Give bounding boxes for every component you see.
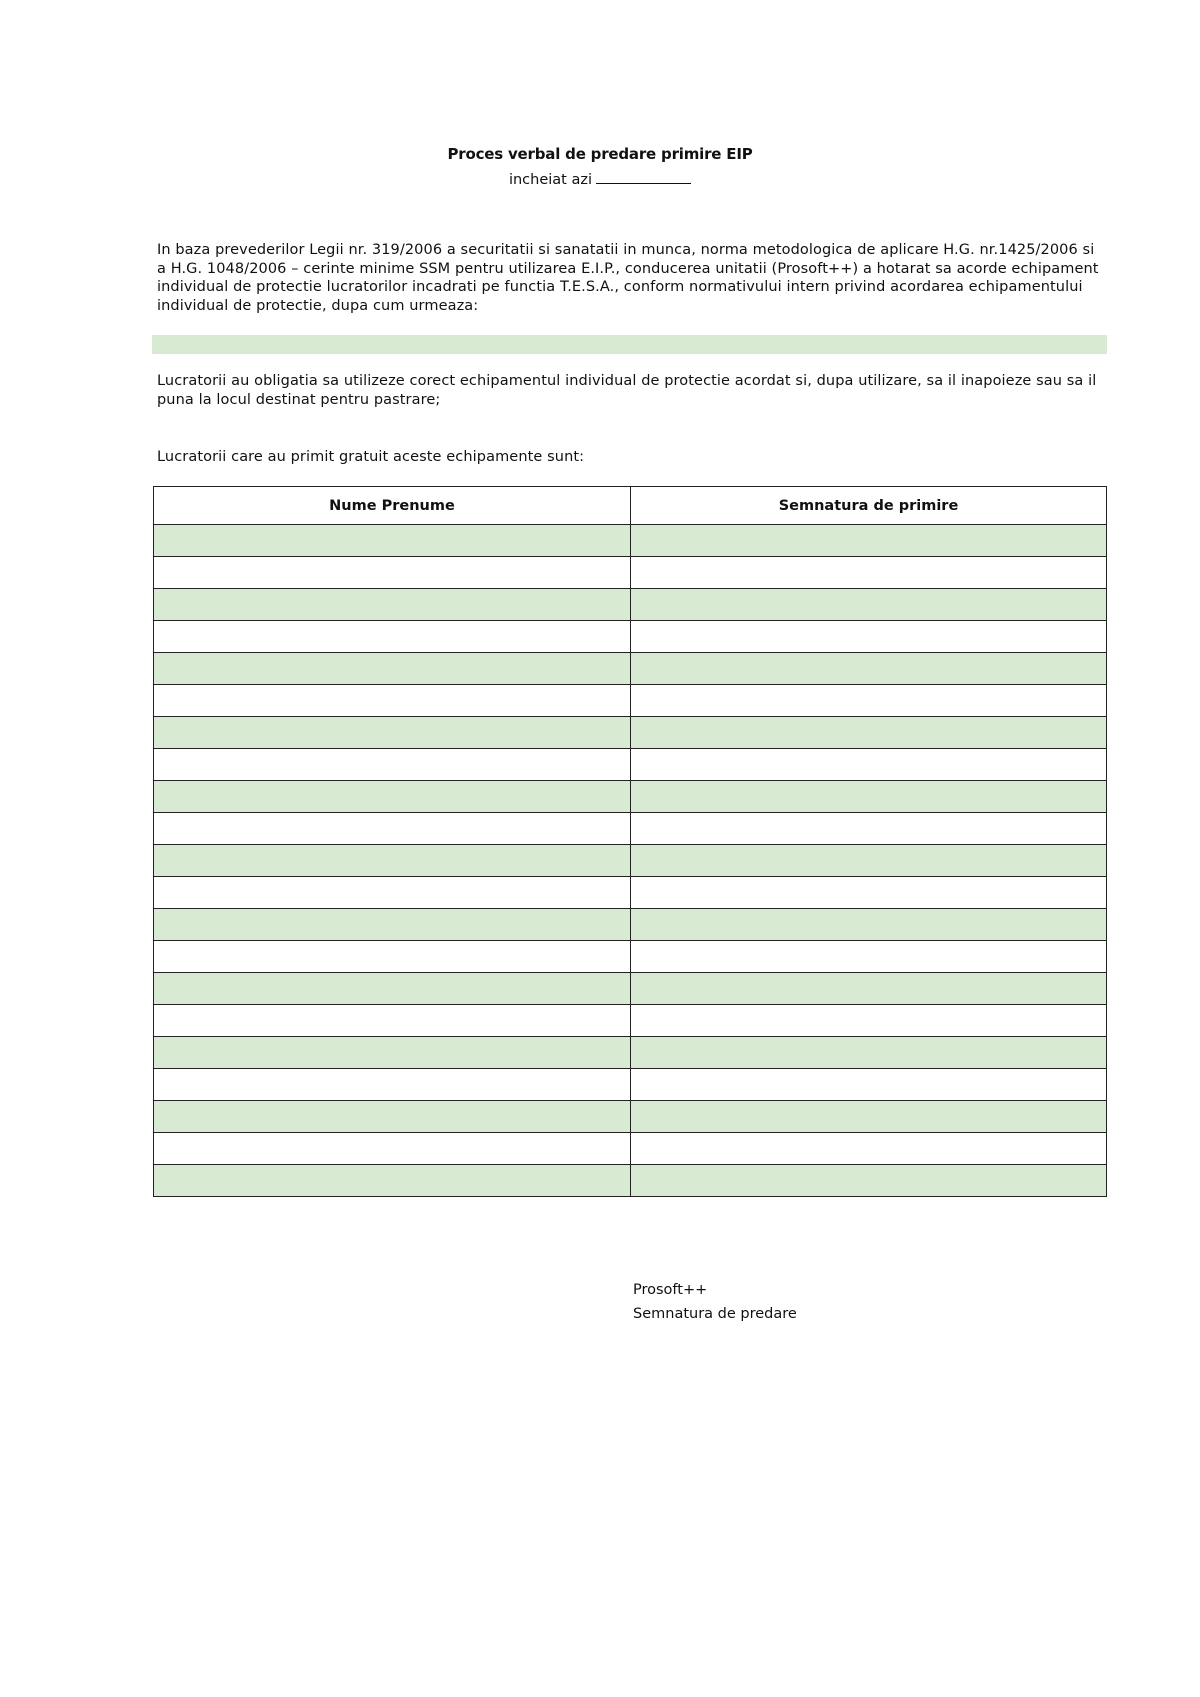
- table-row: [154, 973, 1107, 1005]
- table-row: [154, 909, 1107, 941]
- table-row: [154, 589, 1107, 621]
- name-cell[interactable]: [154, 653, 631, 685]
- signature-cell[interactable]: [631, 717, 1107, 749]
- date-label: incheiat azi: [508, 172, 593, 188]
- table-row: [154, 845, 1107, 877]
- signature-cell[interactable]: [631, 1133, 1107, 1165]
- name-cell[interactable]: [154, 1133, 631, 1165]
- table-row: [154, 749, 1107, 781]
- table-row: [154, 1037, 1107, 1069]
- signature-cell[interactable]: [631, 653, 1107, 685]
- signature-cell[interactable]: [631, 1069, 1107, 1101]
- name-cell[interactable]: [154, 1037, 631, 1069]
- name-cell[interactable]: [154, 717, 631, 749]
- name-cell[interactable]: [154, 845, 631, 877]
- date-line: [0, 169, 1200, 188]
- signature-cell[interactable]: [631, 1005, 1107, 1037]
- name-cell[interactable]: [154, 1101, 631, 1133]
- name-cell[interactable]: [154, 973, 631, 1005]
- table-row: [154, 941, 1107, 973]
- table-row: [154, 621, 1107, 653]
- signature-cell[interactable]: [631, 813, 1107, 845]
- table-body: [154, 525, 1107, 1197]
- equipment-list-band: [152, 335, 1107, 354]
- header-signature: Semnatura de primire: [631, 487, 1107, 525]
- table-row: [154, 813, 1107, 845]
- signature-cell[interactable]: [631, 525, 1107, 557]
- signature-cell[interactable]: [631, 845, 1107, 877]
- name-cell[interactable]: [154, 877, 631, 909]
- name-cell[interactable]: [154, 909, 631, 941]
- table-row: [154, 877, 1107, 909]
- signature-cell[interactable]: [631, 909, 1107, 941]
- table-row: [154, 557, 1107, 589]
- name-cell[interactable]: [154, 1069, 631, 1101]
- table-row: [154, 1165, 1107, 1197]
- table-header-row: [154, 487, 1107, 525]
- header-name: Nume Prenume: [154, 487, 631, 525]
- name-cell[interactable]: [154, 589, 631, 621]
- name-cell[interactable]: [154, 749, 631, 781]
- table-row: [154, 781, 1107, 813]
- signature-cell[interactable]: [631, 621, 1107, 653]
- table-row: [154, 1005, 1107, 1037]
- signature-cell[interactable]: [631, 589, 1107, 621]
- signature-table: [153, 486, 1107, 1197]
- table-row: [154, 1101, 1107, 1133]
- table-row: [154, 525, 1107, 557]
- name-cell[interactable]: [154, 941, 631, 973]
- intro-paragraph: In baza prevederilor Legii nr. 319/2006 a securitatii si sanatatii in munca, norma metodologica de aplicare H.G. nr.1425/2006 si a H.G. 1048/2006 – cerinte minime SSM pentru utilizarea E.I.P., conducerea unitatii (Prosoft++) a hotarat sa acorde echipament individual de protectie lucratorilor incadrati pe functia T.E.S.A., conform normativului intern privind acordarea echipamentului individual de protectie, dupa cum urmeaza:: [157, 242, 1099, 314]
- obligation-paragraph: Lucratorii au obligatia sa utilizeze corect echipamentul individual de protectie acordat si, dupa utilizare, sa il inapoieze sau sa il puna la locul destinat pentru pastrare;: [157, 373, 1097, 408]
- signature-cell[interactable]: [631, 1037, 1107, 1069]
- name-cell[interactable]: [154, 685, 631, 717]
- table-row: [154, 1133, 1107, 1165]
- signature-cell[interactable]: [631, 1101, 1107, 1133]
- footer-signature-label: Semnatura de predare: [633, 1306, 797, 1322]
- name-cell[interactable]: [154, 1165, 631, 1197]
- signature-cell[interactable]: [631, 749, 1107, 781]
- signature-cell[interactable]: [631, 1165, 1107, 1197]
- name-cell[interactable]: [154, 813, 631, 845]
- table-row: [154, 653, 1107, 685]
- table-row: [154, 717, 1107, 749]
- name-cell[interactable]: [154, 1005, 631, 1037]
- signature-cell[interactable]: [631, 685, 1107, 717]
- name-cell[interactable]: [154, 781, 631, 813]
- name-cell[interactable]: [154, 621, 631, 653]
- table-row: [154, 685, 1107, 717]
- footer-company: Prosoft++: [633, 1282, 708, 1298]
- signature-cell[interactable]: [631, 781, 1107, 813]
- signature-cell[interactable]: [631, 941, 1107, 973]
- signature-cell[interactable]: [631, 557, 1107, 589]
- name-cell[interactable]: [154, 557, 631, 589]
- list-intro-paragraph: Lucratorii care au primit gratuit aceste echipamente sunt:: [157, 449, 585, 465]
- signature-cell[interactable]: [631, 877, 1107, 909]
- footer-block: [633, 1278, 797, 1326]
- signature-cell[interactable]: [631, 973, 1107, 1005]
- table-row: [154, 1069, 1107, 1101]
- name-cell[interactable]: [154, 525, 631, 557]
- date-blank-field: [596, 169, 691, 184]
- document-title: Proces verbal de predare primire EIP: [447, 145, 753, 163]
